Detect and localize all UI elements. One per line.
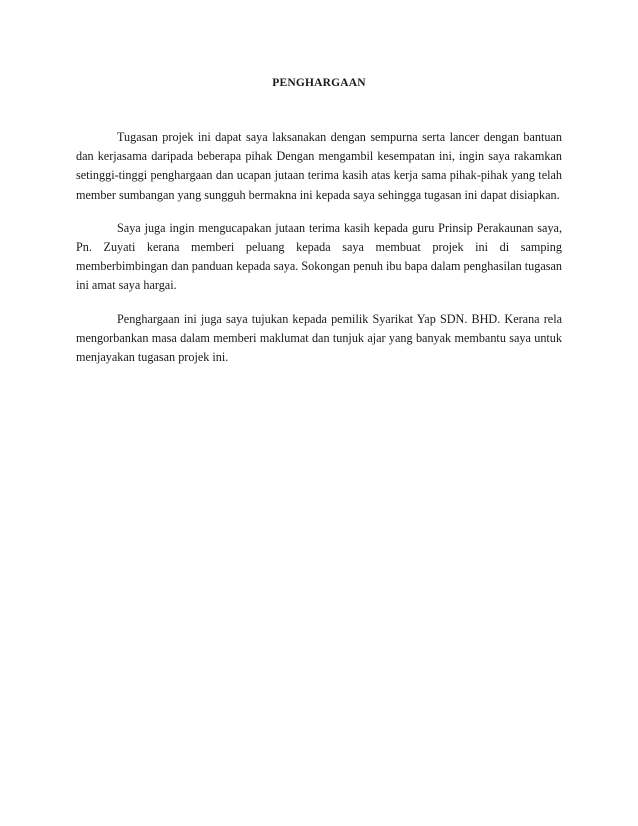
document-body <box>76 128 562 381</box>
page-title: PENGHARGAAN <box>272 77 366 89</box>
paragraph-3: Penghargaan ini juga saya tujukan kepada pemilik Syarikat Yap SDN. BHD. Kerana rela mengorbankan masa dalam memberi maklumat dan tunjuk ajar yang banyak membantu saya untuk menjayakan tugasan projek ini. <box>76 311 562 365</box>
paragraph-1: Tugasan projek ini dapat saya laksanakan dengan sempurna serta lancer dengan bantuan dan kerjasama daripada beberapa pihak Dengan mengambil kesempatan ini, ingin saya rakamkan setinggi-tinggi penghargaan dan ucapan jutaan terima kasih atas kerja sama pihak-pihak yang telah member sumbangan yang sungguh bermakna ini kepada saya sehingga tugasan ini dapat disiapkan. <box>76 130 562 202</box>
paragraph-2: Saya juga ingin mengucapakan jutaan terima kasih kepada guru Prinsip Perakaunan saya, Pn. Zuyati kerana memberi peluang kepada saya membuat projek ini di samping memberbimbingan dan panduan kepada saya. Sokongan penuh ibu bapa dalam penghasilan tugasan ini amat saya hargai. <box>76 220 563 293</box>
